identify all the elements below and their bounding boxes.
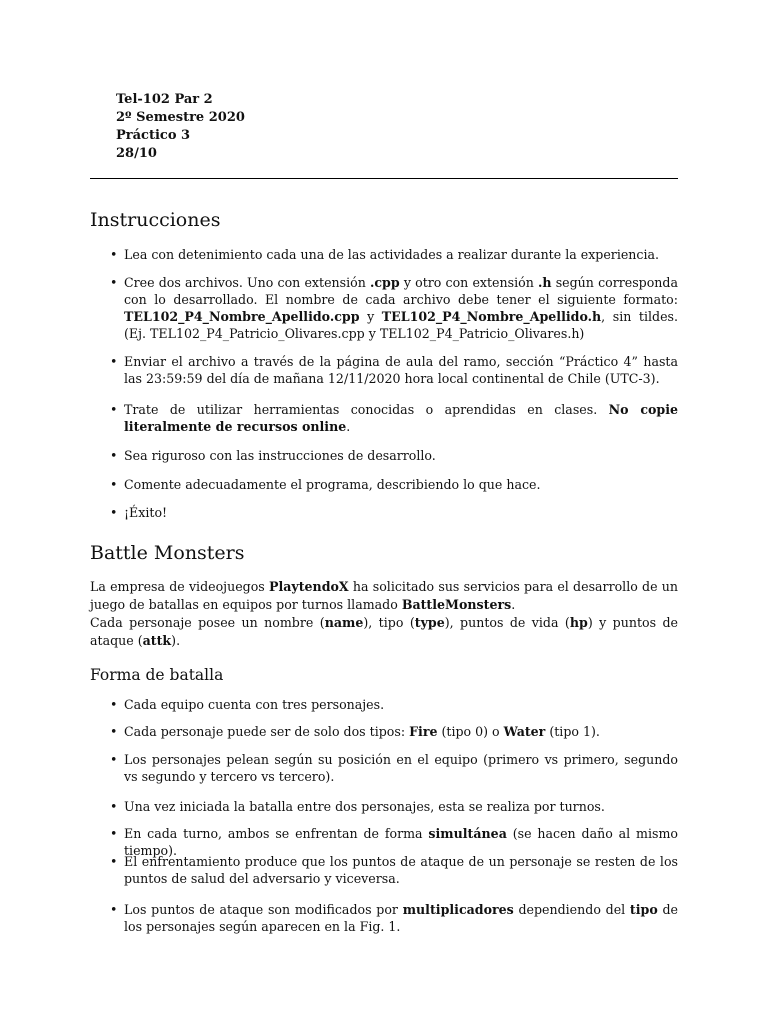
list-item-text: Comente adecuadamente el programa, describiendo lo que hace. [124, 477, 541, 492]
cpp-filename-format: TEL102_P4_Nombre_Apellido.cpp [124, 309, 360, 324]
list-item-text: En cada turno, ambos se enfrentan de forma simultánea (se hacen daño al mismo tiempo). [124, 826, 678, 858]
bullet-icon: • [110, 826, 118, 841]
bullet-icon: • [110, 402, 118, 417]
semester-line: 2º Semestre 2020 [116, 110, 245, 125]
list-item-text: Sea riguroso con las instrucciones de desarrollo. [124, 448, 436, 463]
bullet-icon: • [110, 902, 118, 917]
cpp-extension: .cpp [369, 275, 400, 290]
list-item-text: Los personajes pelean según su posición en el equipo (primero vs primero, segundo vs segundo y tercero vs tercero). [124, 752, 678, 784]
practice-line: Práctico 3 [116, 128, 191, 143]
list-item [90, 696, 678, 713]
attr-type: type [414, 615, 445, 630]
list-item-text: Los puntos de ataque son modificados por multiplicadores dependiendo del tipo de los personajes según aparecen en la Fig. 1. [124, 902, 678, 934]
list-item [90, 353, 678, 387]
bullet-icon: • [110, 752, 118, 767]
list-item [90, 723, 678, 740]
list-item-text: Lea con detenimiento cada una de las actividades a realizar durante la experiencia. [124, 247, 660, 262]
list-item [90, 476, 678, 493]
bullet-icon: • [110, 724, 118, 739]
no-copy-warning: No copie literalmente de recursos online [124, 402, 679, 434]
type-fire: Fire [409, 724, 438, 739]
attr-attk: attk [142, 633, 172, 648]
type-keyword: tipo [629, 902, 658, 917]
list-item-text: Trate de utilizar herramientas conocidas o aprendidas en clases. No copie literalmente de recursos online. [124, 402, 679, 434]
attr-hp: hp [569, 615, 588, 630]
battle-description: La empresa de videojuegos PlaytendoX ha solicitado sus servicios para el desarrollo de un juego de batallas en equipos por turnos llamado BattleMonsters. Cada personaje posee un nombre (name), tipo (type), puntos de vida (hp) y puntos de ataque (attk). [90, 579, 678, 648]
bullet-icon: • [110, 505, 118, 520]
attr-name: name [324, 615, 364, 630]
header-divider [90, 178, 678, 179]
list-item [90, 274, 678, 342]
list-item [90, 798, 678, 815]
h-filename-format: TEL102_P4_Nombre_Apellido.h [381, 309, 602, 324]
bullet-icon: • [110, 854, 118, 869]
list-item-text: Enviar el archivo a través de la página de aula del ramo, sección “Práctico 4” hasta las 23:59:59 del día de mañana 12/11/2020 hora local continental de Chile (UTC-3). [124, 354, 678, 386]
list-item-text: Cree dos archivos. Uno con extensión .cpp y otro con extensión .h según corresponda con lo desarrollado. El nombre de cada archivo debe tener el siguiente formato: TEL102_P4_Nombre_Apellido.cpp y TEL102_P4_Nombre_Apellido.h, sin tildes. (Ej. TEL102_P4_Patricio_Olivares.cpp y TEL102_P4_Patricio_Olivares.h) [124, 275, 678, 341]
list-item [90, 447, 678, 464]
list-item-text: Cada personaje puede ser de solo dos tipos: Fire (tipo 0) o Water (tipo 1). [124, 724, 600, 739]
multipliers-keyword: multiplicadores [402, 902, 514, 917]
subsection-title-forma-de-batalla: Forma de batalla [90, 666, 224, 684]
list-item-text: Cada equipo cuenta con tres personajes. [124, 697, 385, 712]
list-item-text: ¡Éxito! [124, 505, 168, 520]
list-item [90, 853, 678, 887]
bullet-icon: • [110, 477, 118, 492]
bullet-icon: • [110, 697, 118, 712]
game-name: BattleMonsters [401, 597, 512, 612]
course-line: Tel-102 Par 2 [116, 92, 213, 107]
list-item [90, 751, 678, 785]
list-item-text: El enfrentamiento produce que los puntos de ataque de un personaje se resten de los puntos de salud del adversario y viceversa. [124, 854, 678, 886]
bullet-icon: • [110, 354, 118, 369]
bullet-icon: • [110, 275, 118, 290]
list-item-text: Una vez iniciada la batalla entre dos personajes, esta se realiza por turnos. [124, 799, 605, 814]
list-item [90, 401, 678, 435]
type-water: Water [503, 724, 546, 739]
list-item [90, 246, 678, 263]
h-extension: .h [537, 275, 552, 290]
bullet-icon: • [110, 247, 118, 262]
date-line: 28/10 [116, 146, 157, 161]
document-header [116, 91, 245, 163]
list-item [90, 901, 678, 935]
list-item [90, 504, 678, 521]
section-title-instrucciones: Instrucciones [90, 209, 221, 231]
company-name: PlaytendoX [268, 579, 349, 594]
simultaneous-keyword: simultánea [428, 826, 507, 841]
bullet-icon: • [110, 448, 118, 463]
bullet-icon: • [110, 799, 118, 814]
section-title-battle-monsters: Battle Monsters [90, 542, 245, 564]
